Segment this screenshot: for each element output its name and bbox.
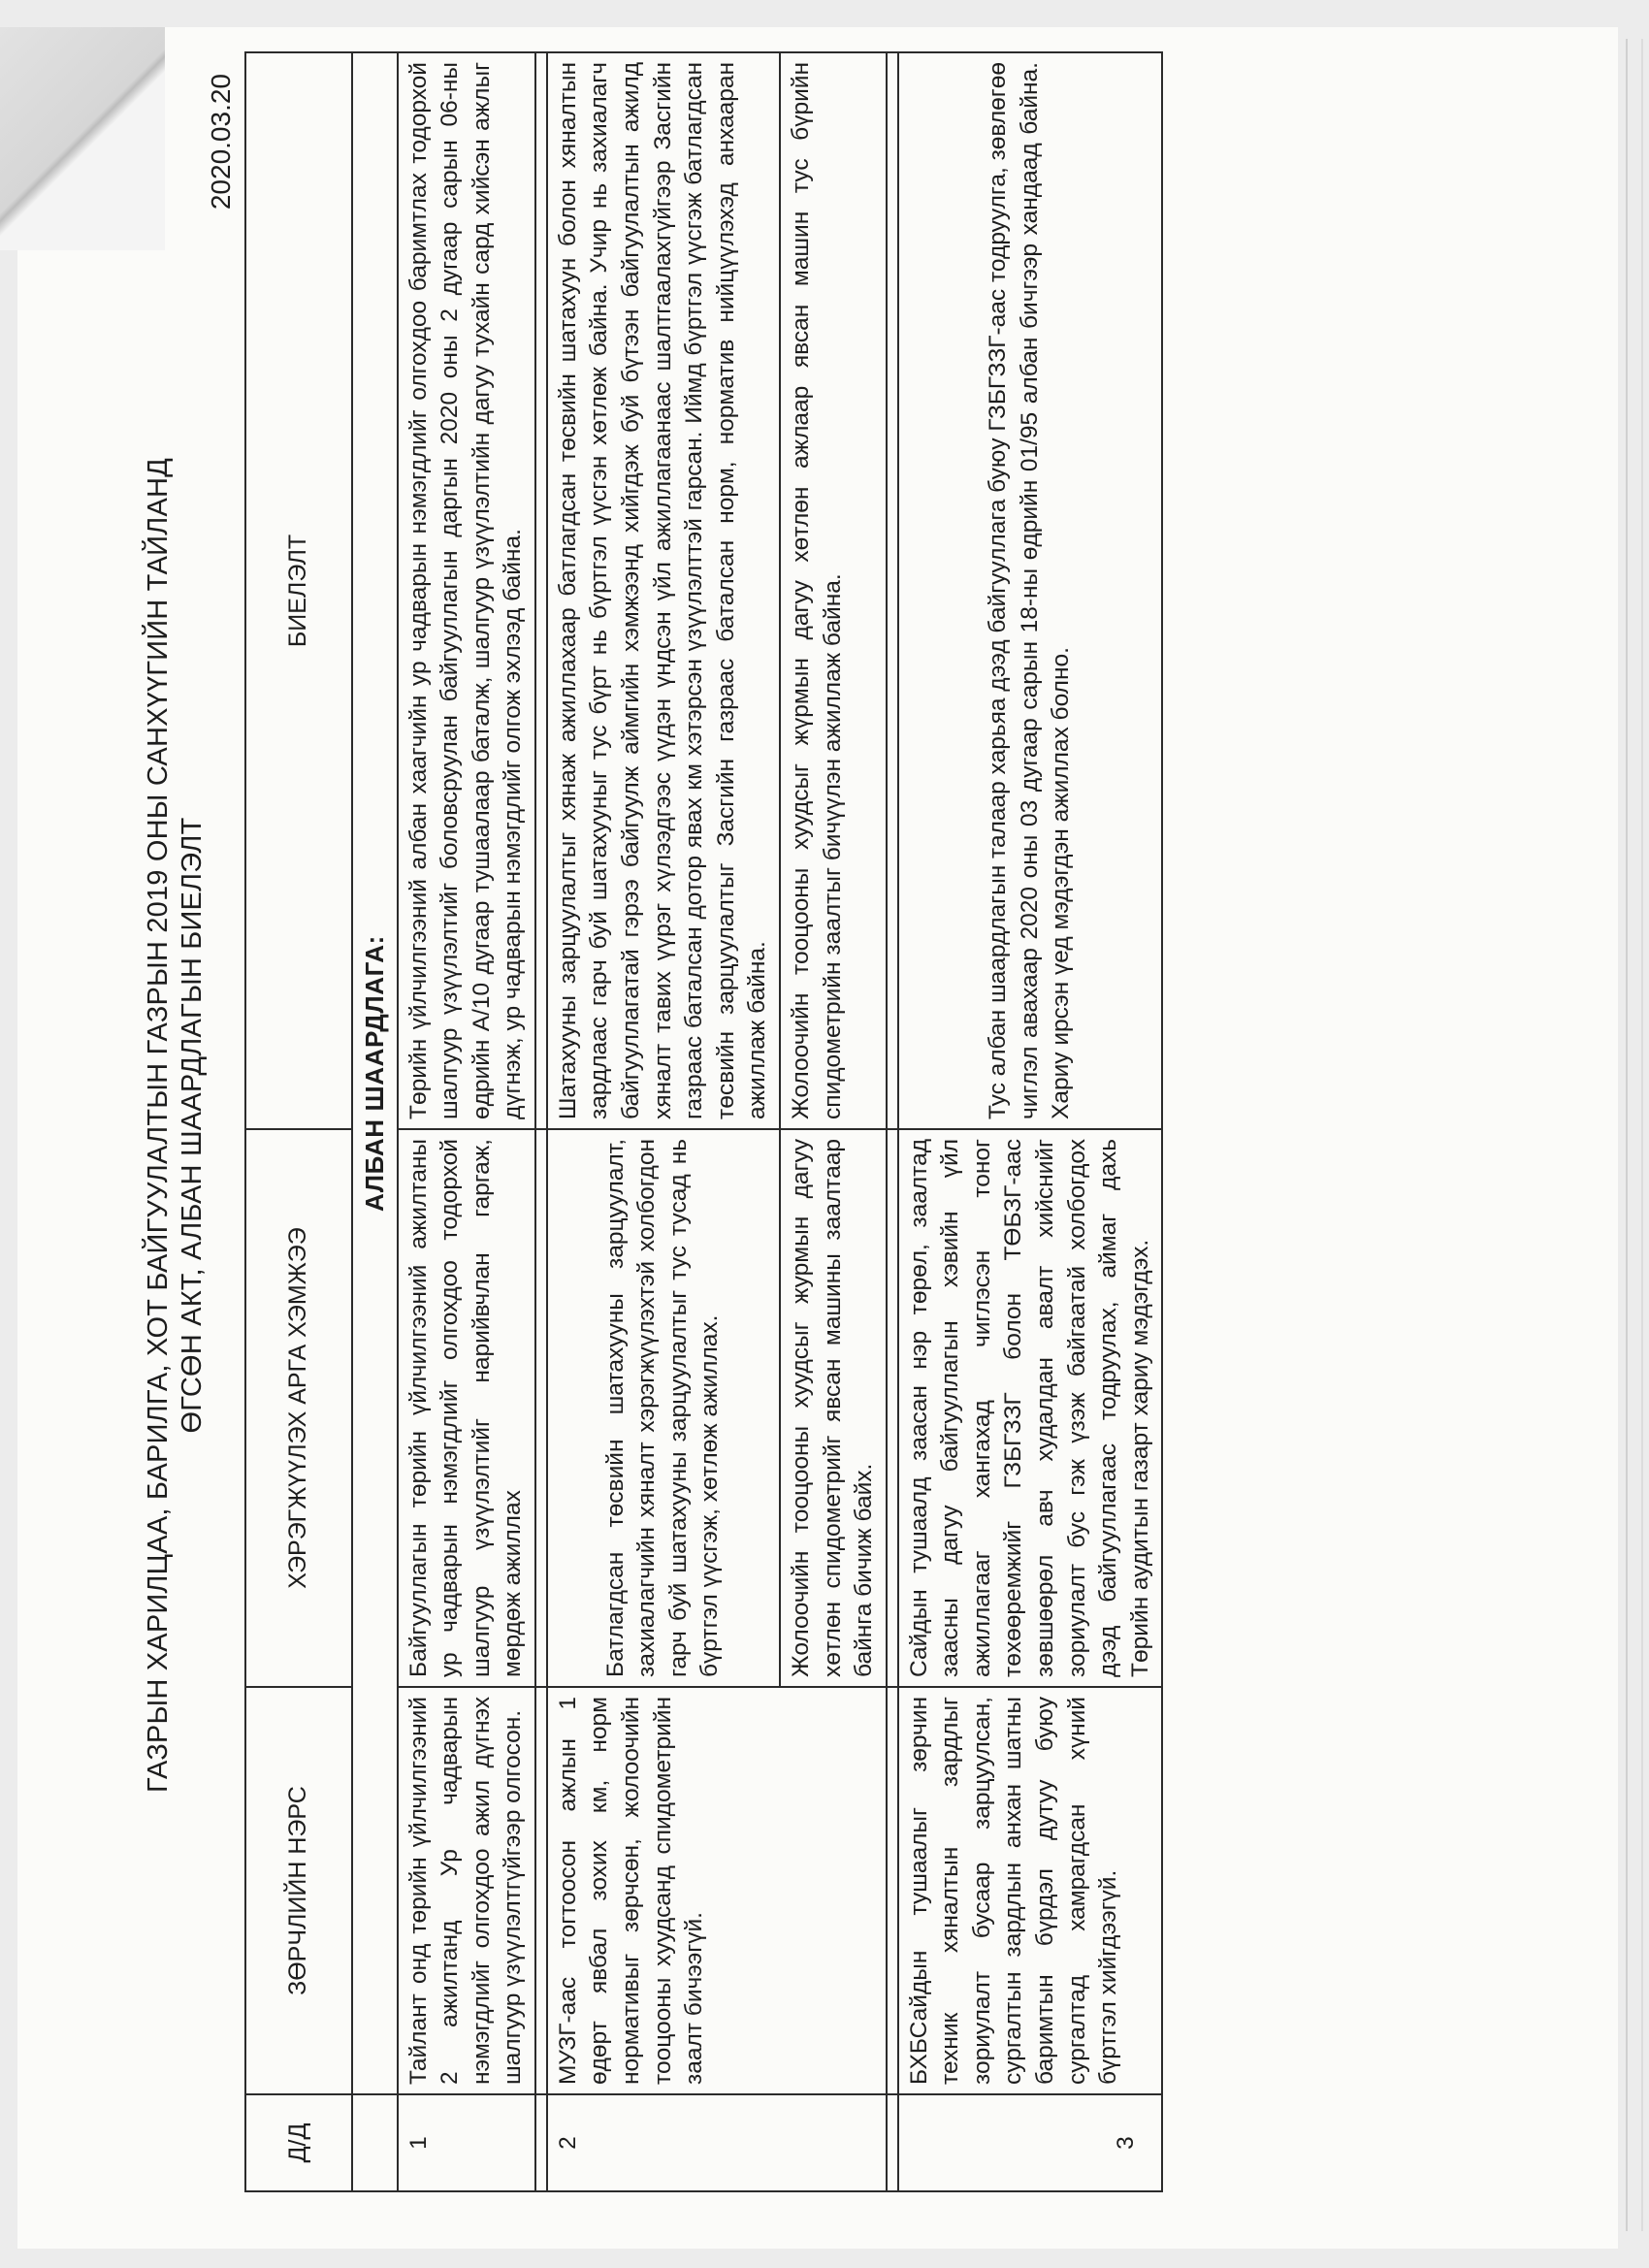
performance-cell: Тус албан шаардлагын талаар харьяа дээд байгууллага буюу ГЗБГЗЗГ-аас тодруулга, зөвлөгөө чиглэл авахаар 2020 оны 03 дугаар сарын 18-ны өдрийн 01/95 албан бичгээр хандаад байна. Хариу ирсэн үед мэдэгдэн ажиллах болно. xyxy=(898,52,1163,1129)
section-title: АЛБАН ШААРДЛАГА: xyxy=(352,52,398,2094)
requirements-table xyxy=(244,51,1163,2192)
row-number: 3 xyxy=(898,2094,1163,2191)
header-no: Д/Д xyxy=(245,2094,352,2191)
row-gap xyxy=(887,52,898,2191)
rotated-page-content xyxy=(136,39,1513,2212)
violation-cell: МУЗГ-аас тогтоосон ажлын 1 өдөрт явбал зохих км, норм нормативыг зөрчсөн, жолоочийн тооцооны хуудсанд спидометрийн заалт бичээгүй. xyxy=(547,1687,887,2094)
document-heading xyxy=(142,39,210,2212)
table-row xyxy=(547,52,780,2191)
table-header-row xyxy=(245,52,352,2191)
performance-cell: Жолоочийн тооцооны хуудсыг жүрмын дагуу хөтлөн ажлаар явсан машин тус бүрийн спидометрийн заалтыг бичүүлэн ажиллаж байна. xyxy=(780,52,887,1129)
row-gap xyxy=(535,52,547,2191)
table-row xyxy=(398,52,535,2191)
measures-cell: Байгууллагын төрийн үйлчилгээний ажилтаны ур чадварын нэмэгдлийг олгохдоо тодорхой шалгуур үзүүлэлтийг нарийвчлан гаргаж, мөрдөж ажиллах xyxy=(398,1129,535,1687)
measures-cell: Жолоочийн тооцооны хуудсыг журмын дагуу хөтлөн спидометрийг явсан машины заалтаар байнга бичиж байх. xyxy=(780,1129,887,1687)
measures-cell: Сайдын тушаалд заасан нэр төрөл, заалтад заасны дагуу байгууллагын хэвийн үйл ажиллагааг хангахад чиглэсэн тоног төхөөремжийг ГЗБГЗЗГ болон ТӨБЗГ-аас зөвшөөрөл авч худалдан авалт хийснийг зориулалт бус гэж үзэж байгаатай холбогдох дээд байгууллагаас тодруулах, аймаг дахь Төрийн аудитын газарт хариу мэдэгдэх. xyxy=(898,1129,1163,1687)
header-violation: ЗӨРЧЛИЙН НЭРС xyxy=(245,1687,352,2094)
violation-cell: Тайлант онд төрийн үйлчилгээний 2 ажилтанд Ур чадварын нэмэгдлийг олгохдоо ажил дүгнэх шалгуур үзүүлэлтгүйгээр олгосон. xyxy=(398,1687,535,2094)
header-performance: БИЕЛЭЛТ xyxy=(245,52,352,1129)
section-spacer xyxy=(352,2094,398,2191)
row-number: 2 xyxy=(547,2094,887,2191)
section-row xyxy=(352,52,398,2191)
performance-cell: Төрийн үйлчилгээний албан хаагчийн ур чадварын нэмэгдлийг олгохдоо баримтлах тодорхой шалгуур үзүүлэлтийг боловсруулан байгууллагын даргын 2020 оны 2 дугаар сарын 06-ны өдрийн А/10 дугаар тушаалаар баталж, шалгуур үзүүлэлтийн дагуу тухайн сард хийсэн ажлыг дүгнэж, ур чадварын нэмэгдлийг олгож эхлээд байна. xyxy=(398,52,535,1129)
row-number: 1 xyxy=(398,2094,535,2191)
title-line-1: ГАЗРЫН ХАРИЛЦАА, БАРИЛГА, ХОТ БАЙГУУЛАЛТЫН ГАЗРЫН 2019 ОНЫ САНХҮҮГИЙН ТАЙЛАНД xyxy=(143,458,174,1793)
document-date: 2020.03.20 xyxy=(206,74,236,211)
table-row xyxy=(898,52,1163,2191)
title-line-2: ӨГСӨН АКТ, АЛБАН ШААРДЛАГЫН БИЕЛЭЛТ xyxy=(176,817,208,1434)
header-measures: ХЭРЭГЖҮҮЛЭХ АРГА ХЭМЖЭЭ xyxy=(245,1129,352,1687)
performance-cell: Шатахууны зарцуулалтыг хянаж ажиллахаар батлагдсан төсвийн шатахуун болон хяналтын зардлаас гарч буй шатахууныг тус бүрт нь бүртгэл үүсгэн хөтлөж байна. Учир нь захиалагч байгууллагатай гэрээ байгуулж аймгийн хэмжээнд хийгдэж буй бүтээн байгуулалтын ажилд хяналт тавих үүрэг хүлээдгээс үүдэн үндсэн үйл ажиллагаанаас шалтгаалахгүйгээр Засгийн газраас баталсан дотор явах км хэтэрсэн үзүүлэлттэй гарсан. Иймд бүртгэл үүсгэж батлагдсан төсвийн зарцуулалтыг Засгийн газраас баталсан норм, норматив нийцүүлэхэд анхааран ажиллаж байна. xyxy=(547,52,780,1129)
page-stack-edge xyxy=(1626,39,1643,2231)
measures-cell: Батлагдсан төсвийн шатахууны зарцуулалт, захиалагчийн хяналт хэрэгжүүлэхтэй холбогдон гарч буй шатахууны зарцуулалтыг тус тусад нь бүртгэл үүсгэж, хөтлөж ажиллах. xyxy=(547,1129,780,1687)
violation-cell: БХБСайдын тушаалыг зөрчин техник хяналтын зардлыг зориулалт бусаар зарцуулсан, сургалтын зардлын анхан шатны баримтын бүрдэл дутуу буюу сургалтад хамрагдсан хүний бүртгэл хийгдээгүй. xyxy=(898,1687,1163,2094)
